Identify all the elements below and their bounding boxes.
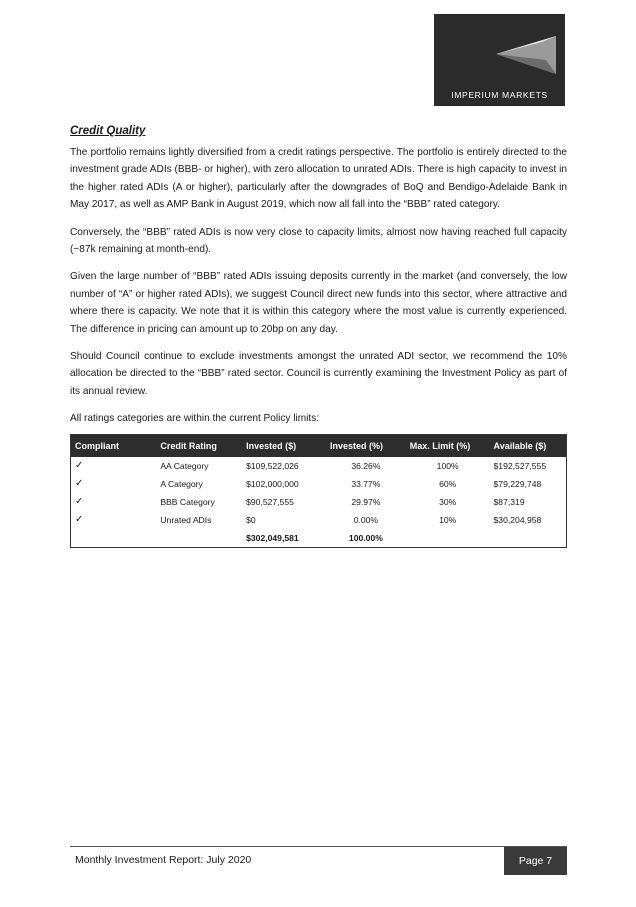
cell-invested-percent: 33.77% — [351, 478, 381, 489]
header-max-limit: Max. Limit (%) — [406, 434, 490, 457]
page-number: Page 7 — [504, 847, 567, 875]
table-row — [71, 493, 567, 511]
cell-credit-rating: AA Category — [160, 460, 209, 471]
table-row — [71, 457, 567, 475]
credit-rating-table — [70, 434, 567, 548]
logo-brand-text: IMPERIUM MARKETS — [451, 90, 548, 100]
table-row — [71, 475, 567, 493]
paragraph-unrated-sector: Should Council continue to exclude investments amongst the unrated ADI sector, we recommend the 10% allocation be directed to the “BBB” rated sector. Council is currently examining the Investment Policy as part of its annual review. — [70, 351, 567, 397]
cell-invested-amount: $0 — [246, 514, 256, 525]
cell-invested-percent: 0.00% — [353, 514, 379, 525]
table-row — [71, 511, 567, 529]
checkmark-icon: ✓ — [75, 478, 84, 490]
cell-max-limit: 100% — [436, 460, 459, 471]
cell-invested-amount: $90,527,555 — [246, 496, 294, 507]
table-total-row — [71, 529, 567, 548]
cell-invested-amount: $102,000,000 — [246, 478, 299, 489]
checkmark-icon: ✓ — [75, 496, 84, 508]
header-invested-amount: Invested ($) — [242, 434, 326, 457]
cell-credit-rating: A Category — [160, 478, 203, 489]
cell-max-limit: 60% — [439, 478, 457, 489]
paragraph-table-intro: All ratings categories are within the current Policy limits: — [70, 413, 320, 425]
cell-available: $87,319 — [493, 496, 525, 507]
paragraph-recommendation: Given the large number of “BBB” rated ADIs issuing deposits currently in the market (and conversely, the low number of “A” or higher rated ADIs), we suggest Council direct new funds into this sector, where attractive and where there is capacity. We note that it is within this category where the most value is currently experienced. The difference in pricing can amount up to 20bp on any day. — [70, 271, 567, 335]
cell-invested-percent: 29.97% — [351, 496, 381, 507]
header-invested-percent: Invested (%) — [326, 434, 406, 457]
cell-available: $30,204,958 — [493, 514, 542, 525]
header-compliant: Compliant — [71, 434, 157, 457]
cell-max-limit: 10% — [439, 514, 457, 525]
checkmark-icon: ✓ — [75, 514, 84, 526]
cell-available: $79,229,748 — [493, 478, 542, 489]
header-available: Available ($) — [490, 434, 567, 457]
cell-available: $192,527,555 — [493, 460, 547, 471]
paragraph-bbb-capacity: Conversely, the “BBB” rated ADIs is now very close to capacity limits, almost now having reached full capacity (~87k remaining at month-end). — [70, 226, 567, 256]
paragraph-diversification: The portfolio remains lightly diversified from a credit ratings perspective. The portfolio is entirely directed to the investment grade ADIs (BBB- or higher), with zero allocation to unrated ADIs. There is high capacity to invest in the higher rated ADIs (A or higher), particularly after the downgrades of BoQ and Bendigo-Adelaide Bank in May 2017, as well as AMP Bank in August 2019, which now all fall into the “BBB” rated category. — [70, 147, 567, 211]
footer-divider — [70, 846, 567, 847]
footer-report-title: Monthly Investment Report: July 2020 — [75, 854, 252, 866]
cell-invested-amount: $109,522,026 — [246, 460, 299, 471]
cell-credit-rating: BBB Category — [160, 496, 215, 507]
cell-invested-percent: 36.26% — [351, 460, 381, 471]
cell-max-limit: 30% — [439, 496, 457, 507]
credit-quality-section — [70, 125, 567, 548]
checkmark-icon: ✓ — [75, 460, 84, 472]
total-invested-amount: $302,049,581 — [246, 532, 299, 543]
cell-credit-rating: Unrated ADIs — [160, 514, 212, 525]
table-header-row — [71, 434, 567, 457]
total-invested-percent: 100.00% — [348, 532, 383, 543]
section-heading: Credit Quality — [70, 125, 146, 137]
imperium-markets-logo — [434, 14, 565, 106]
header-credit-rating: Credit Rating — [156, 434, 242, 457]
